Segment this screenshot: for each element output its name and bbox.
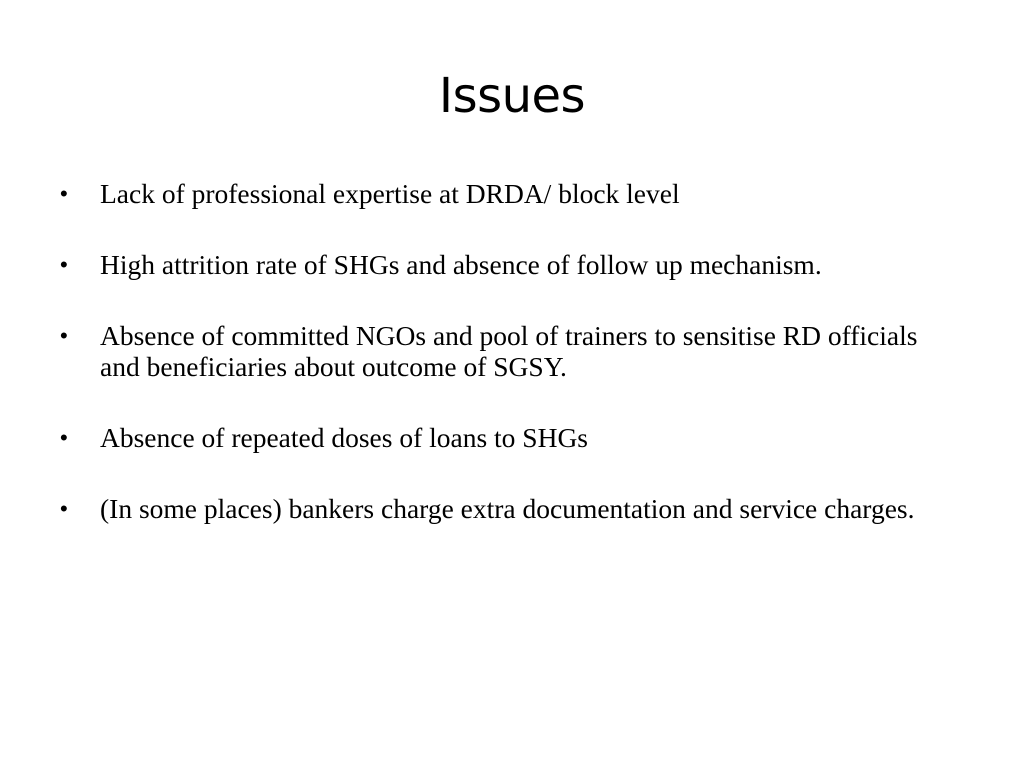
bullet-marker-icon: • <box>60 323 68 348</box>
bullet-item <box>60 320 960 382</box>
bullet-text: Lack of professional expertise at DRDA/ block level <box>100 178 680 209</box>
bullet-item <box>60 422 960 453</box>
bullet-marker-icon: • <box>60 181 68 206</box>
bullet-text: Absence of repeated doses of loans to SHGs <box>100 422 589 453</box>
bullet-marker-icon: • <box>60 425 68 450</box>
bullet-item <box>60 493 960 524</box>
bullet-marker-icon: • <box>60 252 68 277</box>
bullet-marker-icon: • <box>60 496 68 521</box>
bullet-text: Absence of committed NGOs and pool of trainers to sensitise RD officials and beneficiaries about outcome of SGSY. <box>100 320 918 382</box>
bullet-item <box>60 178 960 209</box>
bullet-list <box>60 178 960 564</box>
bullet-text: High attrition rate of SHGs and absence of follow up mechanism. <box>100 249 822 280</box>
bullet-item <box>60 249 960 280</box>
bullet-text: (In some places) bankers charge extra documentation and service charges. <box>100 493 915 524</box>
slide-title: Issues <box>438 68 586 124</box>
